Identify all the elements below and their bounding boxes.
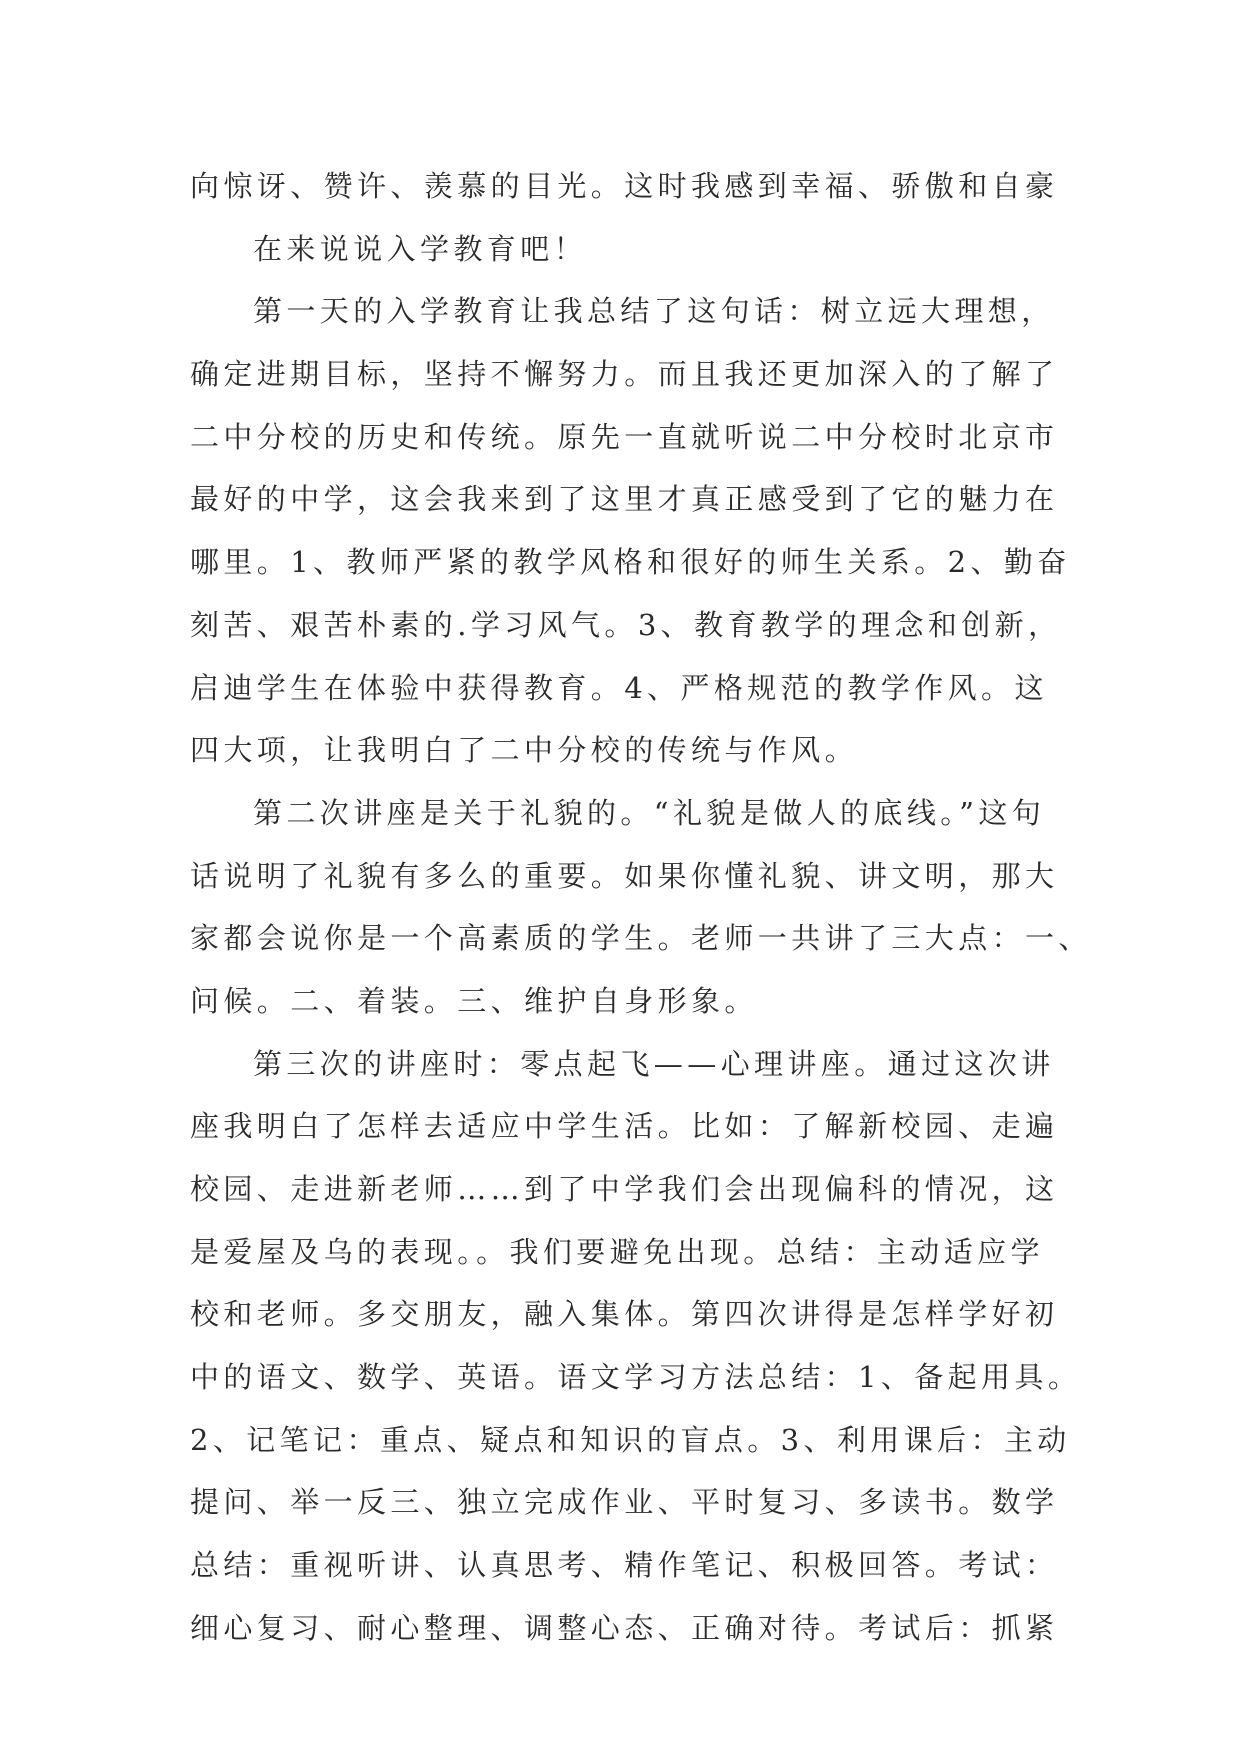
text-line: 校园、走进新老师……到了中学我们会出现偏科的情况，这 <box>190 1172 1059 1206</box>
text-line: 提问、举一反三、独立完成作业、平时复习、多读书。数学 <box>190 1485 1059 1520</box>
text-line: 2、记笔记：重点、疑点和知识的盲点。3、利用课后：主动 <box>190 1422 1071 1457</box>
text-line: 中的语文、数学、英语。语文学习方法总结：1、备起用具。 <box>190 1360 1082 1395</box>
text-line: 哪里。1、教师严紧的教学风格和很好的师生关系。2、勤奋 <box>190 545 1071 580</box>
text-line: 向惊讶、赞许、羡慕的目光。这时我感到幸福、骄傲和自豪 <box>190 169 1059 203</box>
document-body <box>190 155 1092 1660</box>
text-line: 刻苦、艰苦朴素的.学习风气。3、教育教学的理念和创新， <box>190 607 1062 642</box>
text-line: 座我明白了怎样去适应中学生活。比如：了解新校园、走遍 <box>190 1109 1059 1144</box>
text-line: 启迪学生在体验中获得教育。4、严格规范的教学作风。这 <box>190 670 1048 705</box>
text-line: 是爱屋及乌的表现。。我们要避免出现。总结：主动适应学 <box>190 1234 1044 1269</box>
text-line: 第一天的入学教育让我总结了这句话：树立远大理想， <box>253 294 1055 329</box>
text-line: 细心复习、耐心整理、调整心态、正确对待。考试后：抓紧 <box>190 1610 1059 1645</box>
text-line: 家都会说你是一个高素质的学生。老师一共讲了三大点：一、 <box>190 921 1092 956</box>
text-line: 四大项，让我明白了二中分校的传统与作风。 <box>190 733 859 768</box>
text-line: 话说明了礼貌有多么的重要。如果你懂礼貌、讲文明，那大 <box>190 858 1059 893</box>
text-line: 总结：重视听讲、认真思考、精作笔记、积极回答。考试： <box>190 1548 1059 1583</box>
text-line: 第三次的讲座时：零点起飞——心理讲座。通过这次讲 <box>253 1046 1055 1081</box>
text-line: 问候。二、着装。三、维护自身形象。 <box>190 983 758 1018</box>
text-line: 在来说说入学教育吧！ <box>253 231 588 266</box>
text-line: 第二次讲座是关于礼貌的。“礼貌是做人的底线。”这句 <box>253 795 1046 830</box>
text-line: 最好的中学，这会我来到了这里才真正感受到了它的魅力在 <box>190 482 1059 517</box>
text-line: 二中分校的历史和传统。原先一直就听说二中分校时北京市 <box>190 419 1059 454</box>
text-line: 校和老师。多交朋友，融入集体。第四次讲得是怎样学好初 <box>190 1297 1059 1332</box>
text-line: 确定进期目标，坚持不懈努力。而且我还更加深入的了解了 <box>190 357 1059 392</box>
